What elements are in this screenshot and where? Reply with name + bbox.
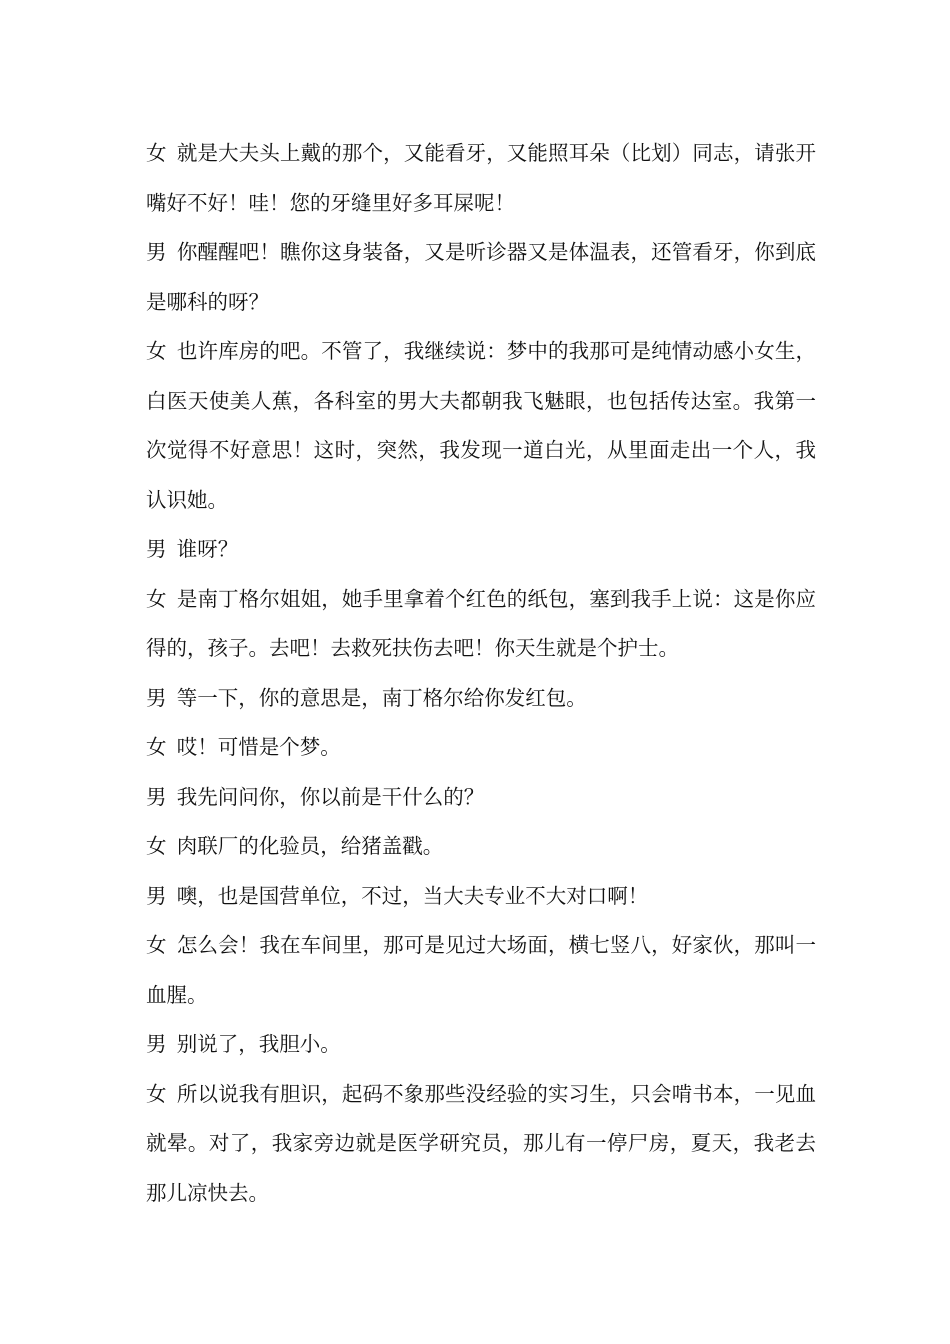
speaker-label: 男 — [146, 537, 167, 561]
dialogue-line — [146, 129, 816, 228]
dialogue-line — [146, 872, 816, 922]
dialogue-line — [146, 822, 816, 872]
speaker-label: 女 — [146, 141, 167, 165]
speaker-label: 女 — [146, 586, 167, 611]
line-text: 我先问问你，你以前是干什么的？ — [176, 784, 485, 809]
line-text: 肉联厂的化验员，给猪盖戳。 — [176, 834, 444, 858]
speaker-label: 男 — [146, 784, 167, 809]
line-text: 噢，也是国营单位，不过，当大夫专业不大对口啊！ — [176, 883, 649, 908]
line-text: 你醒醒吧！瞧你这身装备，又是听诊器又是体温表，还管看牙，你到底是哪科的呀？ — [146, 240, 817, 314]
dialogue-line — [146, 1070, 816, 1219]
line-text: 是南丁格尔姐姐，她手里拿着个红色的纸包，塞到我手上说：这是你应得的，孩子。去吧！去救死扶伤去吧！你天生就是个护士。 — [146, 586, 817, 660]
dialogue-line — [146, 327, 816, 525]
speaker-label: 男 — [146, 883, 167, 908]
speaker-label: 女 — [146, 339, 167, 363]
line-text: 怎么会！我在车间里，那可是见过大场面，横七竖八，好家伙，那叫一血腥。 — [146, 933, 817, 1007]
dialogue-line — [146, 525, 816, 575]
speaker-label: 女 — [146, 1081, 167, 1106]
speaker-label: 女 — [146, 933, 167, 957]
dialogue-line — [146, 921, 816, 1020]
line-text: 谁呀？ — [176, 537, 239, 561]
dialogue-line — [146, 575, 816, 674]
dialogue-body — [146, 129, 816, 1218]
dialogue-line — [146, 228, 816, 327]
dialogue-line — [146, 1020, 816, 1070]
line-text: 也许库房的吧。不管了，我继续说：梦中的我那可是纯情动感小女生，白医天使美人蕉，各科室的男大夫都朝我飞魅眼，也包括传达室。我第一次觉得不好意思！这时，突然，我发现一道白光，从里面走出一个人，我认识她。 — [146, 339, 817, 512]
dialogue-line — [146, 674, 816, 724]
speaker-label: 男 — [146, 685, 167, 710]
speaker-label: 女 — [146, 735, 167, 759]
line-text: 所以说我有胆识，起码不象那些没经验的实习生，只会啃书本，一见血就晕。对了，我家旁边就是医学研究员，那儿有一停尸房，夏天，我老去那儿凉快去。 — [146, 1081, 817, 1205]
speaker-label: 女 — [146, 834, 167, 858]
speaker-label: 男 — [146, 1032, 167, 1056]
line-text: 别说了，我胆小。 — [176, 1032, 341, 1056]
line-text: 就是大夫头上戴的那个，又能看牙，又能照耳朵（比划）同志，请张开嘴好不好！哇！您的牙缝里好多耳屎呢！ — [146, 141, 817, 215]
line-text: 哎！可惜是个梦。 — [176, 735, 341, 759]
dialogue-line — [146, 723, 816, 773]
speaker-label: 男 — [146, 240, 167, 264]
line-text: 等一下，你的意思是，南丁格尔给你发红包。 — [176, 685, 587, 710]
dialogue-line — [146, 773, 816, 823]
